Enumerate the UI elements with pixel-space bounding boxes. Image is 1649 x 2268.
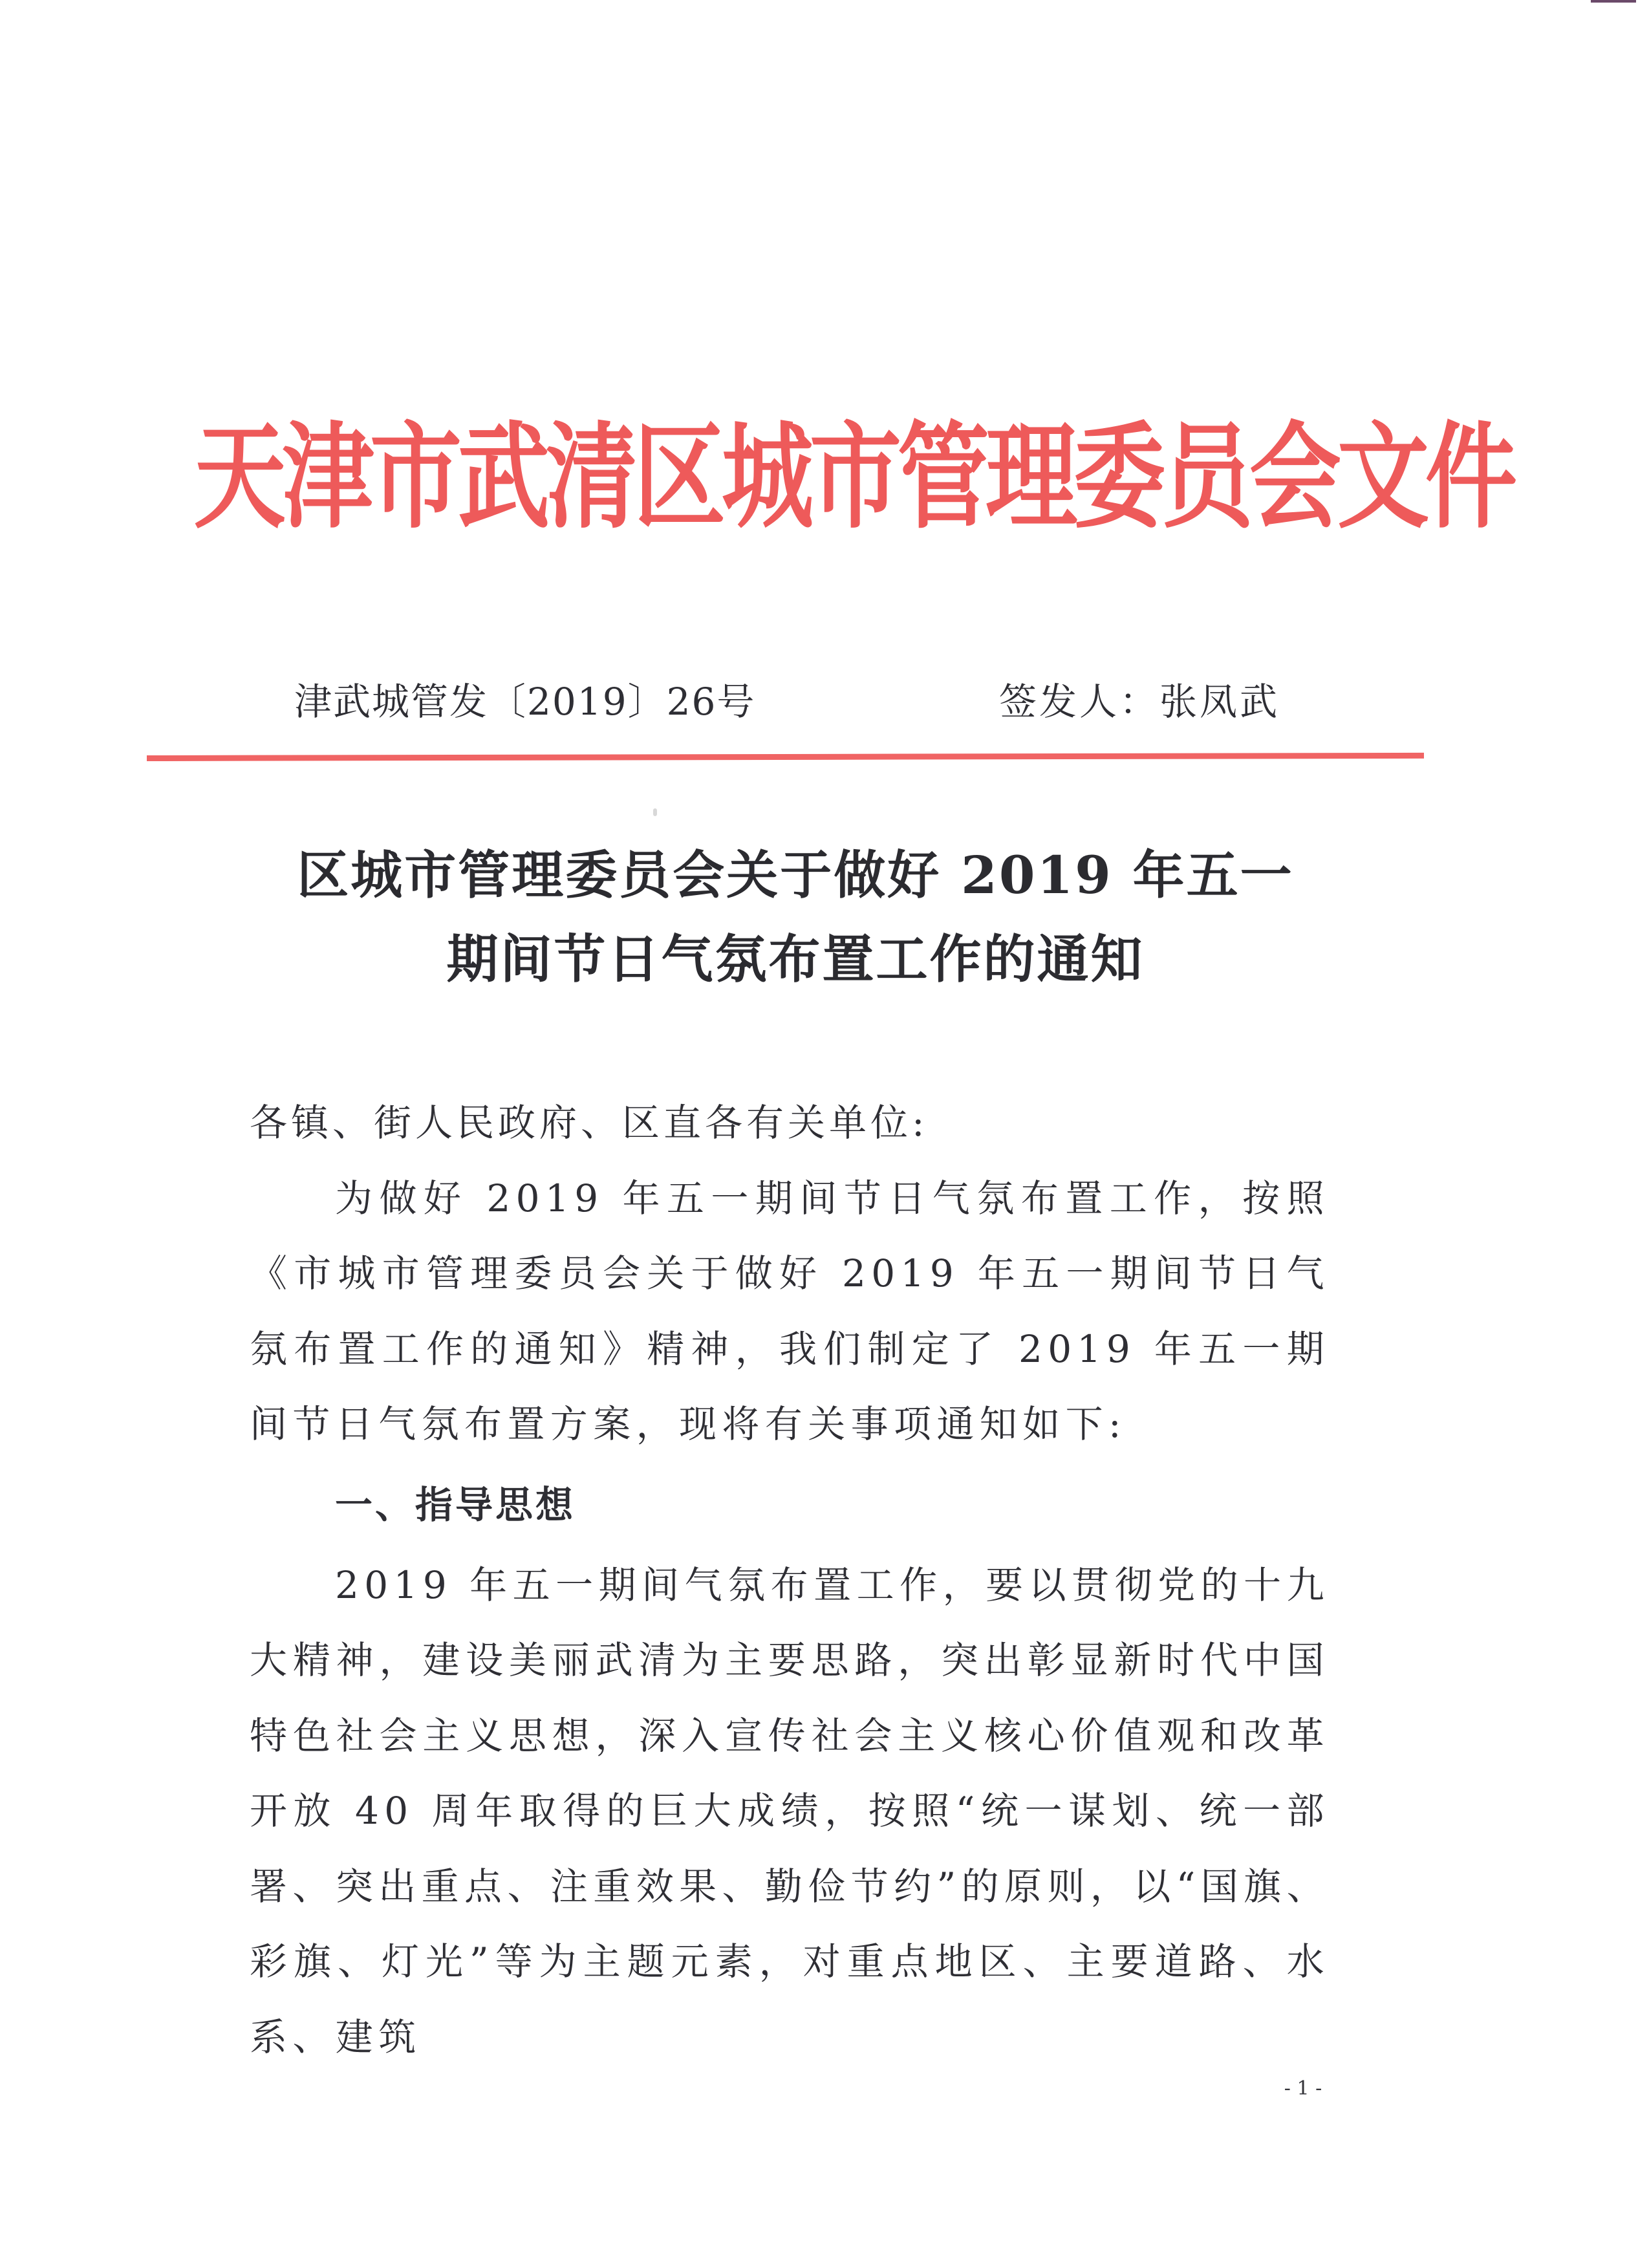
signer-name: 张凤武 [1159,680,1280,724]
red-separator-line [147,753,1424,761]
section-heading: 一、指导思想 [335,1482,576,1527]
document-number: 津武城管发〔2019〕26号 [294,680,756,724]
document-title-line-1: 区城市管理委员会关于做好 2019 年五一 [297,845,1294,905]
signer [999,676,1280,728]
body-paragraph: 为做好 2019 年五一期间节日气氛布置工作，按照《市城市管理委员会关于做好 2019 年五一期间节日气氛布置工作的通知》精神，我们制定了 2019 年五一期间节日气氛布置方案，现将有关事项通知如下: [250,1176,1330,1446]
page-number: - 1 - [1284,2077,1322,2100]
scan-edge-mark [1591,0,1636,3]
salutation: 各镇、街人民政府、区直各有关单位: [250,1101,929,1145]
document-title [246,833,1345,1001]
signer-label: 签发人： [999,680,1160,724]
document-body [250,1085,1330,2075]
document-title-line-2: 期间节日气氛布置工作的通知 [446,929,1145,989]
document-number-row [294,676,1394,728]
body-paragraph: 2019 年五一期间气氛布置工作，要以贯彻党的十九大精神，建设美丽武清为主要思路，突出彰显新时代中国特色社会主义思想，深入宣传社会主义核心价值观和改革开放 40 周年取得的巨大成绩，按照“统一谋划、统一部署、突出重点、注重效果、勤俭节约”的原则，以“国旗、彩旗、灯光”等为主题元素，对重点地区、主要道路、水系、建筑 [250,1562,1330,2059]
scan-speck [653,808,657,816]
red-masthead-title: 天津市武清区城市管理委员会文件 [194,410,1513,545]
